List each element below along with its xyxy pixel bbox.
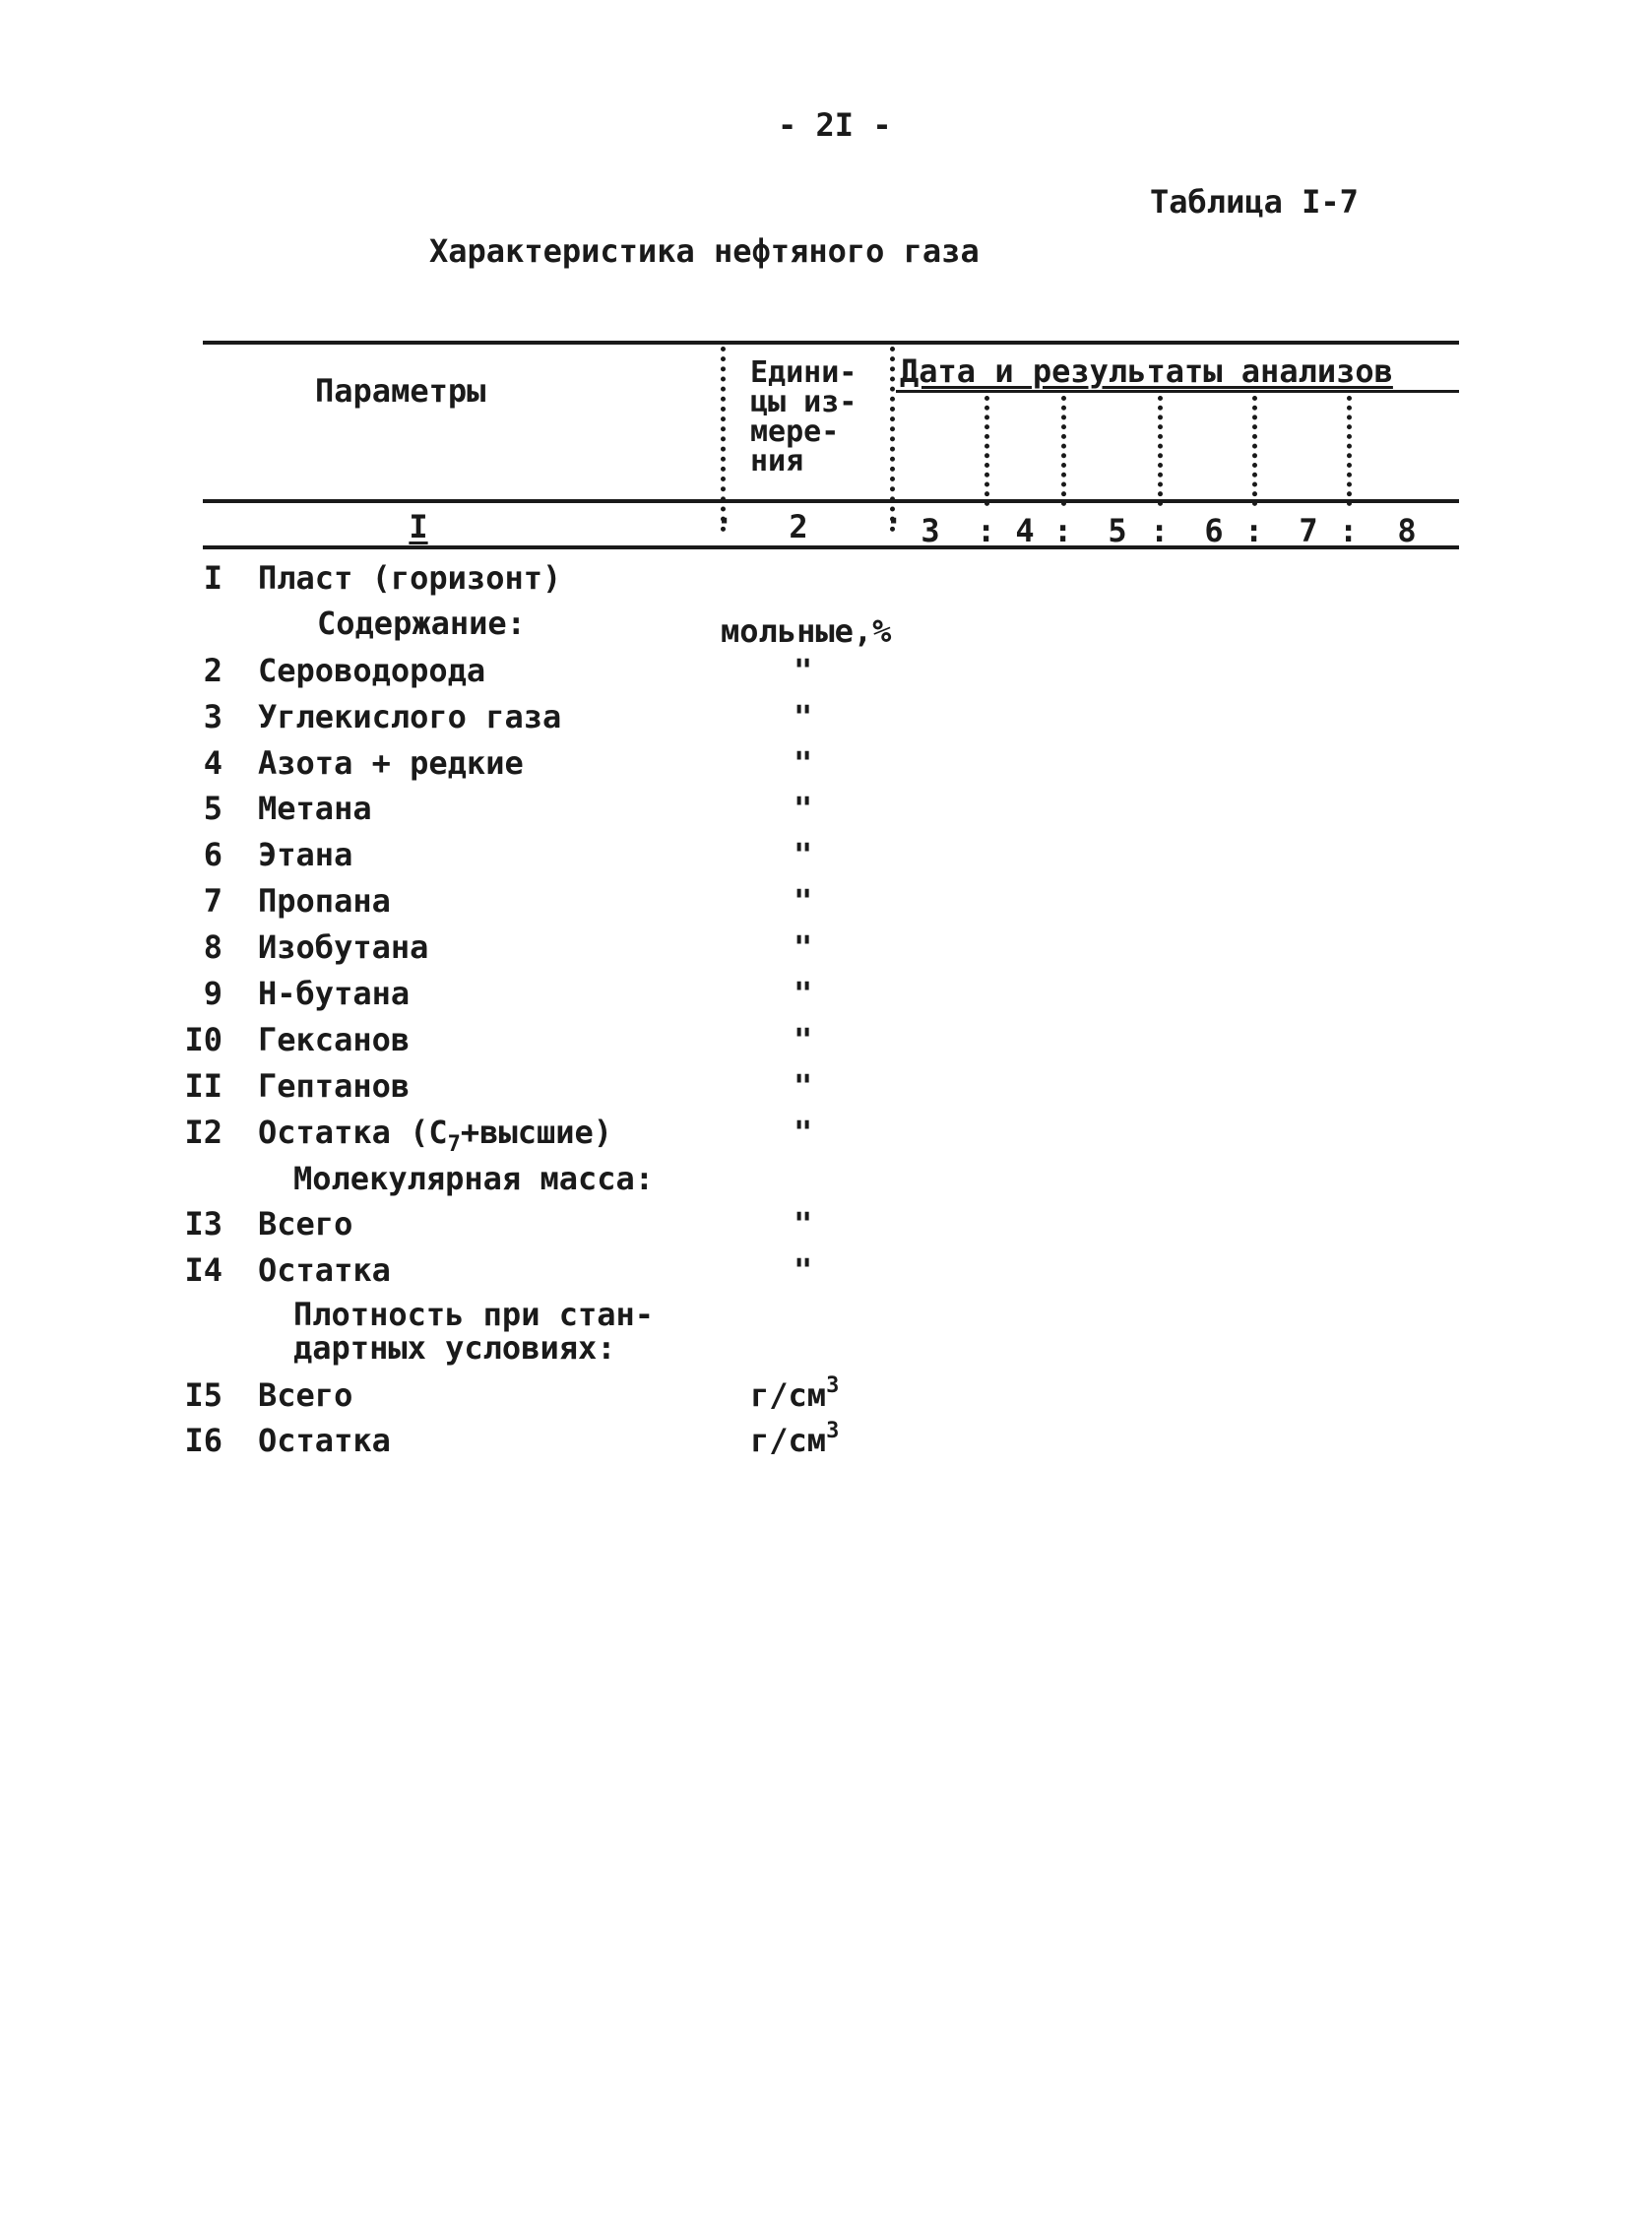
row-unit: " — [794, 1067, 813, 1105]
column-numbers-rule — [203, 545, 1459, 549]
row-number: 5 — [203, 790, 222, 827]
header-bottom-rule — [203, 499, 1459, 503]
row-unit: " — [794, 1251, 813, 1289]
column-number-separator: · — [884, 502, 904, 540]
column-number-7: 7 — [1299, 512, 1318, 549]
results-subcolumn-separator-3 — [1158, 396, 1163, 506]
row-unit-superscript: 3 — [826, 1419, 840, 1443]
row-number: 6 — [203, 836, 222, 873]
row-label: Этана — [258, 836, 353, 873]
header-units-line-4: ния — [750, 444, 804, 478]
row-unit: " — [794, 744, 813, 782]
row-unit: мольные,% — [721, 612, 892, 650]
row-label-text: Остатка (С — [258, 1114, 448, 1151]
row-number: 8 — [203, 928, 222, 966]
results-subcolumn-separator-4 — [1252, 396, 1257, 506]
row-unit: " — [794, 790, 813, 827]
column-number-separator: · — [715, 502, 734, 540]
table-reference: Таблица I-7 — [1150, 183, 1359, 221]
row-label: Сероводорода — [258, 652, 486, 689]
row-number: I0 — [184, 1021, 222, 1058]
row-label: Изобутана — [258, 928, 429, 966]
row-number: I3 — [184, 1205, 222, 1243]
row-label: Содержание: — [317, 605, 526, 642]
row-number: I — [203, 559, 222, 597]
row-unit: " — [794, 882, 813, 920]
column-number-8: 8 — [1397, 512, 1417, 549]
row-unit — [750, 1419, 840, 1459]
row-unit: " — [794, 1021, 813, 1058]
header-results: Дата и результаты анализов — [900, 352, 1393, 390]
row-label: Всего — [258, 1376, 353, 1414]
row-label: Остатка — [258, 1251, 391, 1289]
column-number-4: 4 — [1015, 512, 1035, 549]
row-number: 7 — [203, 882, 222, 920]
row-number: 4 — [203, 744, 222, 782]
results-subcolumn-separator-1 — [985, 396, 989, 506]
row-label: Остатка — [258, 1422, 391, 1459]
row-unit: " — [794, 836, 813, 873]
results-subcolumn-separator-2 — [1061, 396, 1066, 506]
table-title: Характеристика нефтяного газа — [429, 232, 980, 270]
row-label: Гептанов — [258, 1067, 411, 1105]
results-header-rule — [896, 390, 1459, 393]
column-number-separator: : — [1339, 512, 1359, 549]
row-number: I5 — [184, 1376, 222, 1414]
row-label: Пропана — [258, 882, 391, 920]
row-label: Гексанов — [258, 1021, 411, 1058]
column-number-5: 5 — [1108, 512, 1127, 549]
row-number: 2 — [203, 652, 222, 689]
row-label-text: +высшие) — [460, 1114, 613, 1151]
row-number: I6 — [184, 1422, 222, 1459]
column-number-1: I — [409, 508, 428, 545]
column-number-separator: : — [977, 512, 996, 549]
row-number: I4 — [184, 1251, 222, 1289]
header-units — [750, 355, 858, 478]
page-number: - 2I - — [778, 106, 892, 144]
row-label: Всего — [258, 1205, 353, 1243]
row-label: Азота + редкие — [258, 744, 524, 782]
row-label-line: Плотность при стан- — [293, 1296, 655, 1333]
row-label: Пласт (горизонт) — [258, 559, 562, 597]
column-number-separator: : — [1244, 512, 1264, 549]
row-label-subscript: 7 — [447, 1132, 461, 1157]
row-label — [258, 1114, 613, 1157]
row-label — [293, 1298, 654, 1365]
row-unit: " — [794, 652, 813, 689]
column-number-2: 2 — [789, 508, 808, 545]
row-unit-superscript: 3 — [826, 1373, 840, 1398]
row-unit-text: г/см — [750, 1422, 827, 1459]
column-number-separator: : — [1150, 512, 1170, 549]
row-unit: " — [794, 698, 813, 735]
row-unit: " — [794, 1114, 813, 1151]
column-number-6: 6 — [1204, 512, 1224, 549]
row-number: I2 — [184, 1114, 222, 1151]
column-number-3: 3 — [921, 512, 940, 549]
row-number: 3 — [203, 698, 222, 735]
header-units-line-2: цы из- — [750, 385, 858, 419]
row-label: Метана — [258, 790, 372, 827]
header-parameters: Параметры — [315, 372, 486, 410]
row-unit: " — [794, 975, 813, 1012]
row-number: II — [184, 1067, 222, 1105]
row-label: Углекислого газа — [258, 698, 562, 735]
table-top-rule — [203, 341, 1459, 345]
row-unit: " — [794, 1205, 813, 1243]
column-number-separator: : — [1053, 512, 1073, 549]
row-unit: " — [794, 928, 813, 966]
row-label: Молекулярная масса: — [293, 1160, 655, 1197]
results-subcolumn-separator-5 — [1347, 396, 1352, 506]
row-number: 9 — [203, 975, 222, 1012]
header-units-line-3: мере- — [750, 415, 840, 449]
header-units-line-1: Едини- — [750, 355, 858, 390]
row-label: Н-бутана — [258, 975, 411, 1012]
row-label-line: дартных условиях: — [293, 1329, 616, 1367]
row-unit-text: г/см — [750, 1376, 827, 1414]
row-unit — [750, 1373, 840, 1414]
